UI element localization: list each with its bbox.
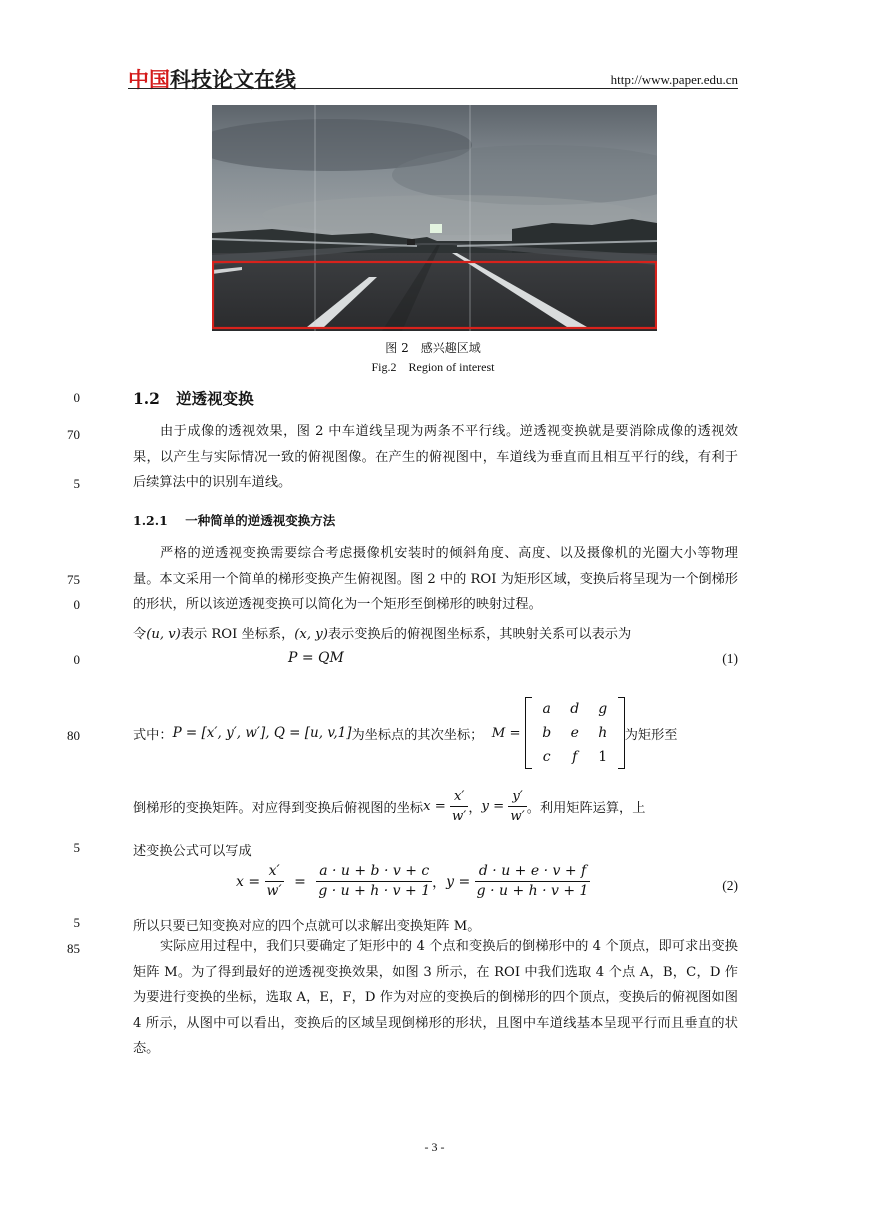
road-sign	[430, 224, 442, 233]
logo-red-text: 中国	[128, 68, 170, 92]
text-span: 倒梯形的变换矩阵。对应得到变换后俯视图的坐标	[133, 801, 424, 816]
xy-coords: (x, y)	[294, 627, 328, 642]
line-number: 0	[73, 597, 80, 612]
figure-caption-en: Fig.2 Region of interest	[371, 360, 495, 374]
text-span: ，	[432, 874, 447, 891]
matrix-cell: a	[542, 701, 551, 717]
vehicle	[407, 239, 415, 245]
header-url[interactable]: http://www.paper.edu.cn	[610, 72, 738, 87]
road-photo	[212, 105, 657, 331]
x-lhs: x =	[236, 873, 261, 890]
fraction-denominator: g · u + h · v + 1	[476, 883, 589, 899]
coords-line	[133, 787, 738, 831]
fraction-numerator: d · u + e · v + f	[475, 862, 591, 882]
section-title: 逆透视变换	[176, 389, 254, 408]
logo-black-text: 科技论文在线	[170, 68, 296, 92]
y-fraction	[508, 787, 526, 826]
where-line	[133, 697, 738, 777]
line-number: 0	[73, 390, 80, 405]
matrix-bracket-left	[525, 697, 532, 769]
line-number: 5	[73, 476, 80, 491]
y-expression-fraction	[475, 862, 591, 901]
text-span: 。利用矩阵运算，上	[526, 801, 646, 816]
matrix-table	[533, 697, 617, 769]
fraction-numerator: x′	[265, 862, 284, 882]
equals-sign: =	[294, 873, 306, 890]
section-heading	[133, 387, 254, 409]
line-number: 80	[67, 728, 80, 743]
text-span: 式中：	[133, 727, 173, 743]
line-number: 5	[73, 840, 80, 855]
matrix-cell: d	[570, 701, 580, 717]
text-span: 表示 ROI 坐标系，	[180, 627, 295, 642]
line-number: 5	[73, 915, 80, 930]
subsection-paragraph: 严格的逆透视变换需要综合考虑摄像机安装时的倾斜角度、高度、以及摄像机的光圈大小等物理量。本文采用一个简单的梯形变换产生俯视图。图 2 中的 ROI 为矩形区域，变换后将呈现为一个倒梯形的形状，所以该逆透视变换可以简化为一个矩形至倒梯形的映射过程。	[133, 546, 738, 613]
x-fraction	[265, 862, 284, 901]
solve-line: 所以只要已知变换对应的四个点就可以求解出变换矩阵 M。	[133, 919, 481, 934]
journal-logo	[128, 64, 296, 94]
page-number: - 3 -	[424, 1140, 445, 1154]
mapping-sentence	[133, 623, 738, 642]
subsection-number: 1.2.1	[133, 513, 168, 528]
uv-coords: (u, v)	[146, 627, 181, 642]
homogeneous-coords: P = [x′, y′, w′], Q = [u, v,1]	[172, 725, 352, 741]
matrix-cell: h	[598, 725, 608, 741]
matrix-cell: g	[598, 701, 608, 717]
equation-2	[236, 862, 590, 908]
fraction-denominator: w′	[510, 809, 525, 824]
matrix-cell: 1	[598, 749, 608, 765]
equation-1: P = QM	[288, 650, 344, 666]
final-paragraph: 实际应用过程中，我们只要确定了矩形中的 4 个点和变换后的倒梯形中的 4 个顶点，即可求出变换矩阵 M。为了得到最好的逆透视变换效果，如图 3 所示，在 ROI 中我们选取 4 个点 A，B，C，D 作为要进行变换的坐标，选取 A，E，F，D 作为对应的变换后的倒梯形的四个顶点，变换后的俯视图如图 4 所示，从图中可以看出，变换后的区域呈现倒梯形的形状，且图中车道线基本呈现平行而且垂直的状态。	[133, 939, 738, 1057]
section-number: 1.2	[133, 389, 160, 408]
matrix-label: M =	[491, 725, 521, 741]
text-span: 表示变换后的俯视图坐标系，其映射关系可以表示为	[327, 627, 632, 642]
fraction-numerator: a · u + b · v + c	[316, 862, 432, 882]
fraction-denominator: w′	[266, 883, 282, 899]
text-span: 令	[133, 627, 147, 642]
line-number: 0	[73, 652, 80, 667]
subsection-heading	[133, 511, 335, 529]
x-expression-fraction	[316, 862, 432, 901]
line-number: 85	[67, 941, 80, 956]
matrix-cell: f	[572, 749, 578, 765]
x-lhs: x =	[423, 799, 446, 814]
equation-number-2: (2)	[722, 878, 738, 893]
matrix-cell: c	[542, 749, 551, 765]
figure-caption-cn: 图 2 感兴趣区域	[385, 341, 481, 355]
y-lhs: y =	[481, 799, 505, 814]
matrix-cell: b	[542, 725, 552, 741]
x-fraction	[450, 787, 468, 826]
fraction-numerator: x′	[450, 787, 468, 807]
section-paragraph: 由于成像的透视效果，图 2 中车道线呈现为两条不平行线。逆透视变换就是要消除成像的透视效果，以产生与实际情况一致的俯视图像。在产生的俯视图中，车道线为垂直而且相互平行的线，有利于后续算法中的识别车道线。	[133, 424, 738, 491]
line-number: 70	[67, 427, 80, 442]
road-scene-graphic	[212, 105, 657, 331]
transform-matrix	[525, 697, 625, 769]
text-span: ，	[468, 801, 482, 816]
matrix-bracket-right	[618, 697, 625, 769]
equation-number-1: (1)	[722, 651, 738, 666]
fraction-denominator: w′	[452, 809, 467, 824]
line-number: 75	[67, 572, 80, 587]
road-surface	[212, 253, 657, 331]
y-lhs: y =	[446, 873, 471, 890]
fraction-numerator: y′	[508, 787, 526, 807]
matrix-cell: e	[570, 725, 579, 741]
header-rule	[128, 88, 738, 89]
subsection-title: 一种简单的逆透视变换方法	[185, 513, 336, 528]
text-span: 为坐标点的其次坐标；	[351, 727, 484, 743]
rewrite-line: 述变换公式可以写成	[133, 844, 252, 859]
text-span: 为矩形至	[624, 727, 678, 743]
fraction-denominator: g · u + h · v + 1	[318, 883, 431, 899]
